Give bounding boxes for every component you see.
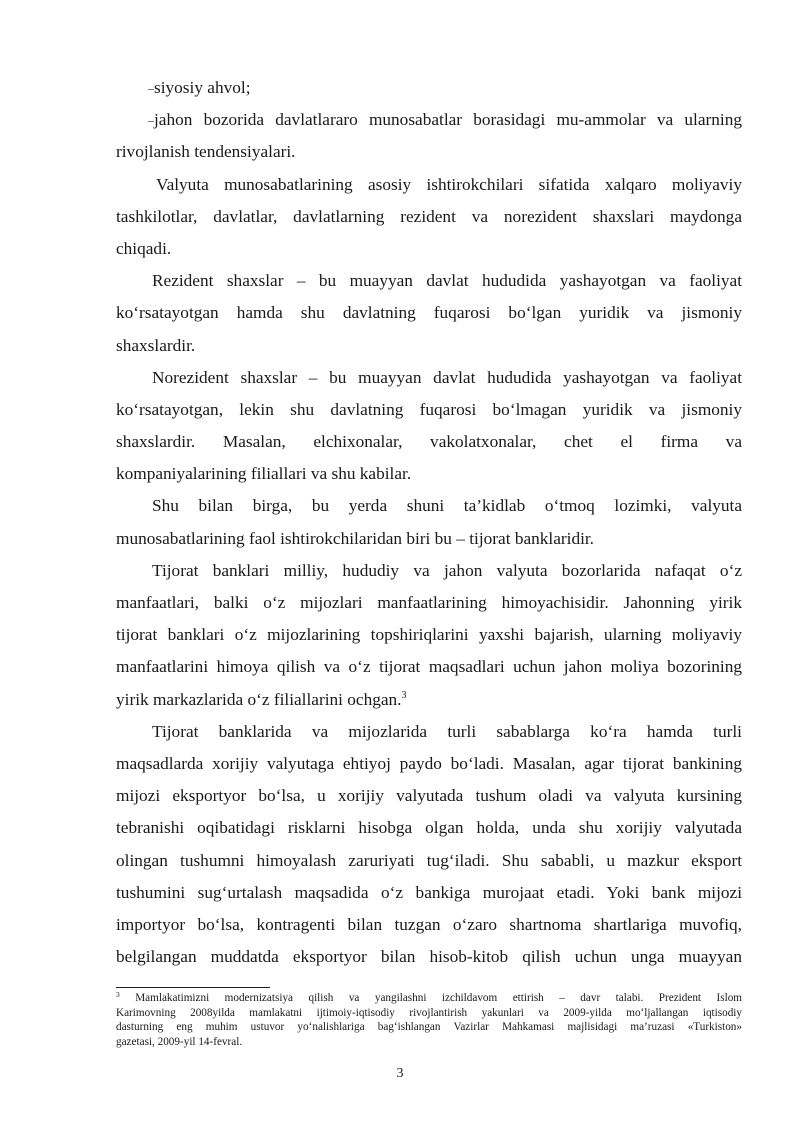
text-line: mijozi eksportyor bo‘lsa, u xorijiy valyutada tushum oladi va valyuta kursining [116, 786, 742, 806]
text-line [116, 684, 742, 716]
text-line: tijorat banklari o‘z mijozlarining topshiriqlarini yaxshi bajarish, ularning moliyaviy [116, 625, 742, 645]
text-line-content: yirik markazlarida o‘z filiallarini ochgan. [116, 689, 402, 709]
footnote-separator [116, 987, 270, 988]
footnote-line [116, 991, 742, 1006]
paragraph-first-line: Rezident shaxslar – bu muayyan davlat hududida yashayotgan va faoliyat [152, 271, 742, 291]
paragraph-first-line: Tijorat banklarida va mijozlarida turli sabablarga ko‘ra hamda turli [152, 721, 742, 741]
text-line: manfaatlari, balki o‘z mijozlari manfaatlarining himoyachisidir. Jahonning yirik [116, 593, 742, 612]
text-line: ko‘rsatayotgan, lekin shu davlatning fuqarosi bo‘lmagan yuridik va jismoniy [116, 399, 742, 419]
text-line: ko‘rsatayotgan hamda shu davlatning fuqarosi bo‘lgan yuridik va jismoniy [116, 303, 742, 323]
paragraph-first-line: Valyuta munosabatlarining asosiy ishtirokchilari sifatida xalqaro moliyaviy [156, 174, 742, 194]
text-line: importyor bo‘lsa, kontragenti bilan tuzgan o‘zaro shartnoma shartlariga muvofiq, [116, 914, 742, 934]
footnote-line: gazetasi, 2009-yil 14-fevral. [116, 1035, 243, 1048]
paragraph-first-line: Norezident shaxslar – bu muayyan davlat hududida yashayotgan va faoliyat [152, 367, 742, 387]
text-line: chiqadi. [116, 238, 172, 258]
list-item-text: siyosiy ahvol; [154, 78, 251, 97]
list-dash: – [148, 113, 154, 128]
text-line: shaxslardir. [116, 335, 196, 355]
footnote [116, 991, 742, 1049]
page-number: 3 [396, 1066, 404, 1081]
text-line: tashkilotlar, davlatlar, davlatlarning rezident va norezident shaxslari maydonga [116, 206, 742, 226]
text-line: olingan tushumni himoyalash zaruriyati tug‘iladi. Shu sababli, u mazkur eksport [116, 850, 742, 870]
text-line: belgilangan muddatda eksportyor bilan hisob-kitob qilish uchun unga muayyan [116, 947, 742, 967]
footnote-number: 3 [116, 990, 120, 999]
text-line: tushumini sug‘urtalash maqsadida o‘z bankiga murojaat etadi. Yoki bank mijozi [116, 882, 742, 902]
footnote-text: Mamlakatimizni modernizatsiya qilish va yangilashni izchildavom ettirish – davr talabi. Prezident Islom [135, 992, 743, 1004]
text-line: munosabatlarining faol ishtirokchilaridan biri bu – tijorat banklaridir. [116, 528, 595, 548]
text-line: maqsadlarda xorijiy valyutaga ehtiyoj paydo bo‘ladi. Masalan, agar tijorat bankining [116, 753, 742, 773]
list-item [116, 104, 742, 136]
text-line: tebranishi oqibatidagi risklarni hisobga olgan holda, unda shu xorijiy valyutada [116, 818, 742, 838]
text-line: shaxslardir. Masalan, elchixonalar, vakolatxonalar, chet el firma va [116, 432, 742, 452]
list-item [116, 72, 742, 104]
list-item-text: jahon bozorida davlatlararo munosabatlar borasidagi mu-ammolar va ularning [154, 110, 742, 130]
text-line: manfaatlarini himoya qilish va o‘z tijorat maqsadlari uchun jahon moliya bozorining [116, 657, 742, 677]
page-body [116, 72, 742, 973]
footnote-line: dasturning eng muhim ustuvor yo‘nalishlariga bag‘ishlangan Vazirlar Mahkamasi majlisidagi ma’ruzasi «Turkiston» [116, 1021, 742, 1034]
text-line: kompaniyalarining filiallari va shu kabilar. [116, 464, 412, 484]
footnote-reference[interactable]: 3 [401, 689, 407, 701]
footnote-line: Karimovning 2008yilda mamlakatni ijtimoiy-iqtisodiy rivojlantirish yakunlari va 2009-yilda mo‘ljallangan iqtisodiy [116, 1006, 742, 1019]
paragraph-first-line: Shu bilan birga, bu yerda shuni ta’kidlab o‘tmoq lozimki, valyuta [152, 496, 742, 516]
paragraph-first-line: Tijorat banklari milliy, hududiy va jahon valyuta bozorlarida nafaqat o‘z [152, 560, 742, 580]
text-line: rivojlanish tendensiyalari. [116, 142, 296, 162]
list-dash: – [148, 81, 154, 95]
